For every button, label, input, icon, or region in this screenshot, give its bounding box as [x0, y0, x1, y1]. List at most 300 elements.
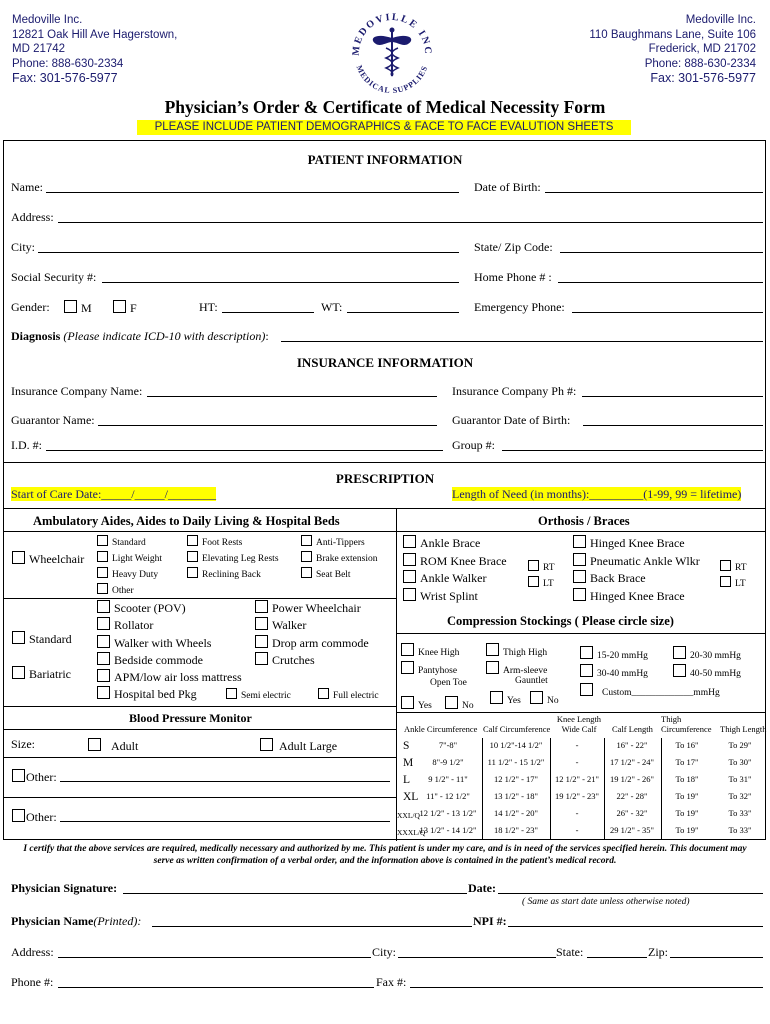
braces-right-side [720, 560, 747, 592]
standard-label: Standard [29, 632, 72, 646]
insurance-phone-label: Insurance Company Ph #: [452, 384, 577, 398]
ankle-walker-option[interactable] [403, 570, 507, 588]
checkbox[interactable] [255, 652, 268, 665]
wheelchair-opt-brake[interactable] [301, 551, 377, 567]
rt-option-right[interactable] [720, 560, 747, 576]
option-label: Light Weight [112, 554, 162, 564]
semi-electric-option[interactable] [226, 688, 291, 701]
braces-left-side [528, 560, 555, 592]
size-value-cell: To 19" [675, 825, 699, 835]
size-table-row [397, 789, 766, 806]
diagnosis-title: Diagnosis [11, 329, 61, 343]
address-field[interactable] [58, 222, 763, 223]
date-note: ( Same as start date unless otherwise noted) [522, 897, 690, 907]
size-table-header-knee: Knee Length Wide Calf [556, 714, 602, 734]
divider [3, 531, 397, 532]
ssn-field[interactable] [102, 282, 459, 283]
checkbox[interactable] [486, 661, 499, 674]
size-value-cell: 19 1/2" - 23" [554, 791, 599, 801]
ht-field[interactable] [222, 312, 314, 313]
checkbox[interactable] [97, 535, 108, 546]
option-label: Yes [418, 701, 432, 711]
checkbox[interactable] [573, 535, 586, 548]
option-label: Power Wheelchair [272, 601, 361, 615]
id-label: I.D. #: [11, 438, 42, 452]
checkbox[interactable] [673, 646, 686, 659]
option-label: Semi electric [241, 691, 291, 701]
checkbox[interactable] [97, 583, 108, 594]
option-label: Brake extension [316, 554, 378, 564]
standard-option[interactable] [12, 631, 72, 647]
lt-option-left[interactable] [528, 576, 555, 592]
braces-left-list [403, 535, 507, 605]
option-label: Other: [26, 810, 57, 824]
checkbox[interactable] [97, 600, 110, 613]
scooter-option[interactable] [97, 600, 242, 617]
name-field[interactable] [46, 192, 459, 193]
size-table-row [397, 806, 766, 823]
mmhg-30-40-option[interactable] [580, 664, 648, 679]
size-value-cell: 12 1/2" - 13 1/2" [419, 808, 477, 818]
size-table-row [397, 823, 766, 840]
crutches-option[interactable] [255, 652, 369, 669]
mobility-left-list [97, 600, 242, 704]
checkbox[interactable] [255, 617, 268, 630]
size-value-cell: 26" - 32" [616, 808, 648, 818]
option-label: Thigh High [503, 648, 548, 658]
walker-option[interactable] [255, 617, 369, 634]
female-checkbox[interactable] [113, 300, 126, 313]
hospital-bed-option[interactable] [97, 686, 242, 703]
length-of-need-field[interactable]: Length of Need (in months):_________(1-99, 99 = lifetime) [452, 487, 742, 501]
start-of-care-field[interactable]: Start of Care Date:_____/_____/________ [11, 487, 216, 501]
checkbox[interactable] [573, 553, 586, 566]
gauntlet-yes[interactable] [490, 691, 521, 706]
wt-label: WT: [321, 300, 343, 314]
checkbox[interactable] [12, 809, 25, 822]
physician-phone-label: Phone #: [11, 975, 54, 989]
wheelchair-opt-seatbelt[interactable] [301, 567, 377, 583]
physician-city-field[interactable] [398, 957, 556, 958]
physician-name-field[interactable] [152, 926, 472, 927]
wheelchair-opt-antitippers[interactable] [301, 535, 377, 551]
checkbox[interactable] [97, 617, 110, 630]
wheelchair-option[interactable] [12, 551, 84, 567]
size-value-cell: 13 1/2" - 18" [493, 791, 538, 801]
lt-option-right[interactable] [720, 576, 747, 592]
checkbox[interactable] [226, 688, 237, 699]
walker-wheels-option[interactable] [97, 635, 242, 652]
hinged-knee-brace-option-2[interactable] [573, 588, 700, 606]
checkbox[interactable] [187, 551, 198, 562]
insurance-company-field[interactable] [147, 396, 437, 397]
diagnosis-colon: : [265, 329, 269, 343]
option-label: Bedside commode [114, 652, 203, 667]
checkbox[interactable] [97, 567, 108, 578]
size-label-cell: S [403, 740, 410, 752]
npi-label: NPI #: [473, 914, 507, 928]
physician-fax-label: Fax #: [376, 975, 407, 989]
wheelchair-options-col1 [97, 535, 162, 599]
rollator-option[interactable] [97, 617, 242, 634]
option-label: Knee High [418, 648, 460, 658]
guarantor-label: Guarantor Name: [11, 413, 95, 427]
size-value-cell: To 32" [728, 791, 752, 801]
checkbox[interactable] [490, 691, 503, 704]
male-checkbox[interactable] [64, 300, 77, 313]
divider [3, 729, 397, 730]
size-value-cell: 14 1/2" - 20" [493, 808, 538, 818]
size-value-cell: 10 1/2"-14 1/2" [489, 740, 543, 750]
home-phone-field[interactable] [558, 282, 763, 283]
wheelchair-checkbox[interactable] [12, 551, 25, 564]
pantyhose-option[interactable] [401, 661, 457, 676]
city-label: City: [11, 240, 36, 254]
date-label: Date: [468, 881, 496, 895]
gender-male-option[interactable] [64, 300, 92, 316]
date-field[interactable] [498, 893, 763, 894]
size-table-header-thigh-length: Thigh Length [720, 724, 767, 734]
size-value-cell: To 17" [675, 757, 699, 767]
option-label: Foot Rests [202, 538, 243, 548]
size-value-cell: 11" - 12 1/2" [426, 791, 470, 801]
right-company-fax: Fax: 301-576-5977 [650, 71, 756, 85]
option-label: Ankle Brace [420, 536, 481, 550]
city-field[interactable] [38, 252, 459, 253]
divider [396, 712, 766, 713]
orthosis-heading: Orthosis / Braces [538, 514, 630, 528]
custom-mmhg-option[interactable] [580, 683, 720, 698]
wheelchair-opt-heavyduty[interactable] [97, 567, 162, 583]
checkbox[interactable] [573, 588, 586, 601]
option-label: Walker with Wheels [114, 635, 212, 650]
option-label: No [547, 696, 559, 706]
drop-arm-commode-option[interactable] [255, 635, 369, 652]
size-table-header-ankle: Ankle Circumference [404, 724, 478, 734]
hinged-knee-brace-option[interactable] [573, 535, 700, 553]
checkbox[interactable] [401, 643, 414, 656]
option-label: No [462, 701, 474, 711]
company-logo [345, 6, 439, 100]
divider [396, 633, 766, 634]
checkbox[interactable] [403, 553, 416, 566]
physician-name-label [11, 914, 141, 929]
open-toe-no[interactable] [445, 696, 474, 711]
checkbox[interactable] [97, 669, 110, 682]
physician-city-label: City: [372, 945, 397, 959]
female-label: F [130, 301, 137, 315]
right-company-phone: Phone: 888-630-2334 [644, 57, 756, 70]
gauntlet-no[interactable] [530, 691, 559, 706]
checkbox[interactable] [720, 560, 731, 571]
diagnosis-note: (Please indicate ICD-10 with description) [63, 329, 266, 343]
size-value-cell: 22" - 28" [616, 791, 648, 801]
option-label: Other [112, 586, 134, 596]
size-table-header-calf: Calf Circumference [483, 724, 551, 734]
compression-heading: Compression Stockings ( Please circle size) [447, 614, 674, 628]
size-value-cell: 11 1/2" - 15 1/2" [487, 757, 545, 767]
size-value-cell: 12 1/2" - 17" [493, 774, 538, 784]
other-option-2[interactable] [12, 809, 57, 825]
checkbox[interactable] [301, 567, 312, 578]
option-label: Ankle Walker [420, 571, 487, 585]
option-label: Wrist Splint [420, 588, 478, 603]
wheelchair-opt-standard[interactable] [97, 535, 162, 551]
gender-female-option[interactable] [113, 300, 137, 316]
form-title: Physician’s Order & Certificate of Medical Necessity Form [164, 97, 606, 117]
divider [3, 757, 397, 758]
state-zip-label: State/ Zip Code: [474, 240, 553, 254]
home-phone-label: Home Phone # : [474, 270, 552, 284]
state-zip-field[interactable] [560, 252, 763, 253]
size-value-cell: 8"-9 1/2" [432, 757, 464, 767]
group-label: Group #: [452, 438, 495, 452]
option-label: Drop arm commode [272, 635, 369, 650]
right-company-name: Medoville Inc. [685, 14, 756, 26]
option-label: Crutches [272, 652, 315, 667]
option-label: 20-30 mmHg [690, 651, 741, 661]
gender-label: Gender: [11, 300, 50, 314]
physician-state-label: State: [556, 945, 584, 959]
pneumatic-ankle-option[interactable] [573, 553, 700, 571]
checkbox[interactable] [260, 738, 273, 751]
bariatric-checkbox[interactable] [12, 666, 25, 679]
option-label: Hinged Knee Brace [590, 536, 685, 550]
caduceus-icon [345, 6, 439, 100]
option-label: LT [735, 579, 746, 589]
wheelchair-opt-lightweight[interactable] [97, 551, 162, 567]
prescription-heading: PRESCRIPTION [335, 471, 435, 486]
size-value-cell: 18 1/2" - 23" [493, 825, 538, 835]
guarantor-dob-field[interactable] [583, 425, 763, 426]
rt-option-left[interactable] [528, 560, 555, 576]
size-table-row [397, 738, 766, 755]
physician-address-label: Address: [11, 945, 54, 959]
npi-field[interactable] [508, 926, 763, 927]
wheelchair-opt-other[interactable] [97, 583, 162, 599]
insurance-heading: INSURANCE INFORMATION [296, 355, 474, 370]
diagnosis-label [11, 329, 269, 344]
checkbox[interactable] [187, 535, 198, 546]
group-field[interactable] [502, 450, 763, 451]
option-label: Elevating Leg Rests [202, 554, 279, 564]
rom-knee-brace-option[interactable] [403, 553, 507, 571]
option-label: Rollator [114, 618, 154, 633]
dob-field[interactable] [545, 192, 763, 193]
divider [3, 797, 397, 798]
guarantor-dob-label: Guarantor Date of Birth: [452, 413, 571, 427]
insurance-company-label: Insurance Company Name: [11, 384, 143, 398]
physician-state-field[interactable] [587, 957, 647, 958]
option-label: 40-50 mmHg [690, 669, 741, 679]
option-label: 15-20 mmHg [597, 651, 648, 661]
wrist-splint-option[interactable] [403, 588, 507, 606]
physician-zip-label: Zip: [648, 945, 668, 959]
checkbox[interactable] [580, 683, 593, 696]
size-value-cell: 13 1/2" - 14 1/2" [419, 825, 477, 835]
open-toe-yes[interactable] [401, 696, 432, 711]
option-label: RT [735, 563, 747, 573]
wheelchair-options-col2 [187, 535, 279, 583]
size-value-cell: - [575, 825, 579, 835]
certification-text: I certify that the above services are required, medically necessary and authorized by me. This patient is under my care, and is in need of the services specified herein. This document may serve as written confirmation of a verbal order, and the information above is contained in the patient’s medical record. [23, 844, 747, 866]
option-label: Scooter (POV) [114, 601, 186, 615]
wt-field[interactable] [347, 312, 459, 313]
checkbox[interactable] [301, 551, 312, 562]
option-label: Custom_____________mmHg [602, 688, 720, 698]
checkbox[interactable] [12, 769, 25, 782]
guarantor-field[interactable] [98, 425, 437, 426]
size-value-cell: - [575, 757, 579, 767]
insurance-phone-field[interactable] [582, 396, 763, 397]
size-table-header-calf-length: Calf Length [612, 724, 653, 734]
apm-mattress-option[interactable] [97, 669, 242, 686]
checkbox[interactable] [403, 588, 416, 601]
size-table-header-thigh: Thigh Circumference [661, 714, 712, 734]
checkbox[interactable] [720, 576, 731, 587]
option-label: Walker [272, 618, 307, 633]
size-value-cell: To 18" [675, 774, 699, 784]
other-field-2[interactable] [60, 821, 390, 822]
power-wheelchair-option[interactable] [255, 600, 369, 617]
checkbox[interactable] [255, 600, 268, 613]
gauntlet-label: Gauntlet [515, 676, 548, 686]
checkbox[interactable] [97, 551, 108, 562]
id-field[interactable] [46, 450, 443, 451]
checkbox[interactable] [403, 570, 416, 583]
checkbox[interactable] [580, 664, 593, 677]
wheelchair-opt-elevating[interactable] [187, 551, 279, 567]
option-label: RT [543, 563, 555, 573]
size-table-row [397, 772, 766, 789]
option-label: 30-40 mmHg [597, 669, 648, 679]
standard-checkbox[interactable] [12, 631, 25, 644]
size-value-cell: To 19" [675, 791, 699, 801]
male-label: M [81, 301, 92, 315]
mobility-right-list [255, 600, 369, 669]
size-value-cell: To 33" [728, 808, 752, 818]
option-label: Hinged Knee Brace [590, 588, 685, 603]
wheelchair-opt-footrests[interactable] [187, 535, 279, 551]
other-field-1[interactable] [60, 781, 390, 782]
checkbox[interactable] [580, 646, 593, 659]
checkbox[interactable] [88, 738, 101, 751]
checkbox[interactable] [528, 560, 539, 571]
bariatric-label: Bariatric [29, 667, 71, 681]
size-value-cell: To 31" [728, 774, 752, 784]
divider [3, 508, 766, 509]
size-value-cell: - [575, 808, 579, 818]
bedside-commode-option[interactable] [97, 652, 242, 669]
checkbox[interactable] [486, 643, 499, 656]
wheelchair-opt-reclining[interactable] [187, 567, 279, 583]
checkbox[interactable] [318, 688, 329, 699]
ankle-brace-option[interactable] [403, 535, 507, 553]
option-label: APM/low air loss mattress [114, 670, 242, 685]
arm-sleeve-option[interactable] [486, 661, 547, 676]
signature-text: Physician Signature [11, 881, 114, 895]
option-label: Other: [26, 770, 57, 784]
checkbox[interactable] [187, 567, 198, 578]
size-label-cell: XL [403, 791, 419, 803]
size-value-cell: To 33" [728, 825, 752, 835]
checkbox[interactable] [301, 535, 312, 546]
checkbox[interactable] [401, 661, 414, 674]
checkbox[interactable] [528, 576, 539, 587]
left-company-address: 12821 Oak Hill Ave Hagerstown, [12, 28, 178, 41]
physician-address-field[interactable] [58, 957, 371, 958]
checkbox[interactable] [97, 635, 110, 648]
option-label: Heavy Duty [112, 570, 159, 580]
bariatric-option[interactable] [12, 666, 71, 682]
option-label: Reclining Back [202, 570, 261, 580]
checkbox[interactable] [97, 686, 110, 699]
size-label-cell: L [403, 774, 411, 786]
option-label: Anti-Tippers [316, 538, 365, 548]
physician-zip-field[interactable] [670, 957, 763, 958]
knee-high-option[interactable] [401, 643, 459, 658]
mmhg-40-50-option[interactable] [673, 664, 741, 679]
option-label: LT [543, 579, 554, 589]
left-company-phone: Phone: 888-630-2334 [12, 57, 124, 70]
adult-option[interactable] [88, 738, 138, 754]
physician-phone-field[interactable] [58, 987, 374, 988]
left-company-fax: Fax: 301-576-5977 [12, 71, 118, 85]
emergency-field[interactable] [572, 312, 763, 313]
size-value-cell: To 19" [675, 808, 699, 818]
size-value-cell: - [575, 740, 579, 750]
size-label-cell: XXL/Q [397, 811, 420, 820]
option-label: Seat Belt [316, 570, 351, 580]
physician-signature-field[interactable] [123, 893, 467, 894]
mmhg-20-30-option[interactable] [673, 646, 741, 661]
option-label: Arm-sleeve [503, 666, 548, 676]
checkbox[interactable] [573, 570, 586, 583]
address-label: Address: [11, 210, 54, 224]
checkbox[interactable] [97, 652, 110, 665]
back-brace-option[interactable] [573, 570, 700, 588]
diagnosis-field[interactable] [281, 341, 763, 342]
size-value-cell: To 29" [728, 740, 752, 750]
option-label: ROM Knee Brace [420, 553, 507, 568]
checkbox[interactable] [673, 664, 686, 677]
checkbox[interactable] [530, 691, 543, 704]
size-value-cell: 12 1/2" - 21" [554, 774, 599, 784]
dob-label: Date of Birth: [474, 180, 541, 194]
checkbox[interactable] [255, 635, 268, 648]
full-electric-option[interactable] [318, 688, 379, 701]
other-option-1[interactable] [12, 769, 57, 785]
wheelchair-options-col3 [301, 535, 377, 583]
size-label: Size: [11, 737, 35, 751]
divider [396, 531, 766, 532]
checkbox[interactable] [403, 535, 416, 548]
open-toe-label: Open Toe [430, 678, 467, 688]
ssn-label: Social Security #: [11, 270, 97, 284]
emergency-label: Emergency Phone: [474, 300, 565, 314]
left-company-name: Medoville Inc. [12, 14, 83, 26]
checkbox[interactable] [445, 696, 458, 709]
divider [3, 462, 766, 463]
adult-large-option[interactable] [260, 738, 337, 754]
thigh-high-option[interactable] [486, 643, 547, 658]
divider [3, 706, 397, 707]
physician-fax-field[interactable] [410, 987, 763, 988]
option-label: Pantyhose [418, 666, 458, 676]
mmhg-15-20-option[interactable] [580, 646, 648, 661]
patient-heading: PATIENT INFORMATION [307, 152, 463, 167]
checkbox[interactable] [401, 696, 414, 709]
